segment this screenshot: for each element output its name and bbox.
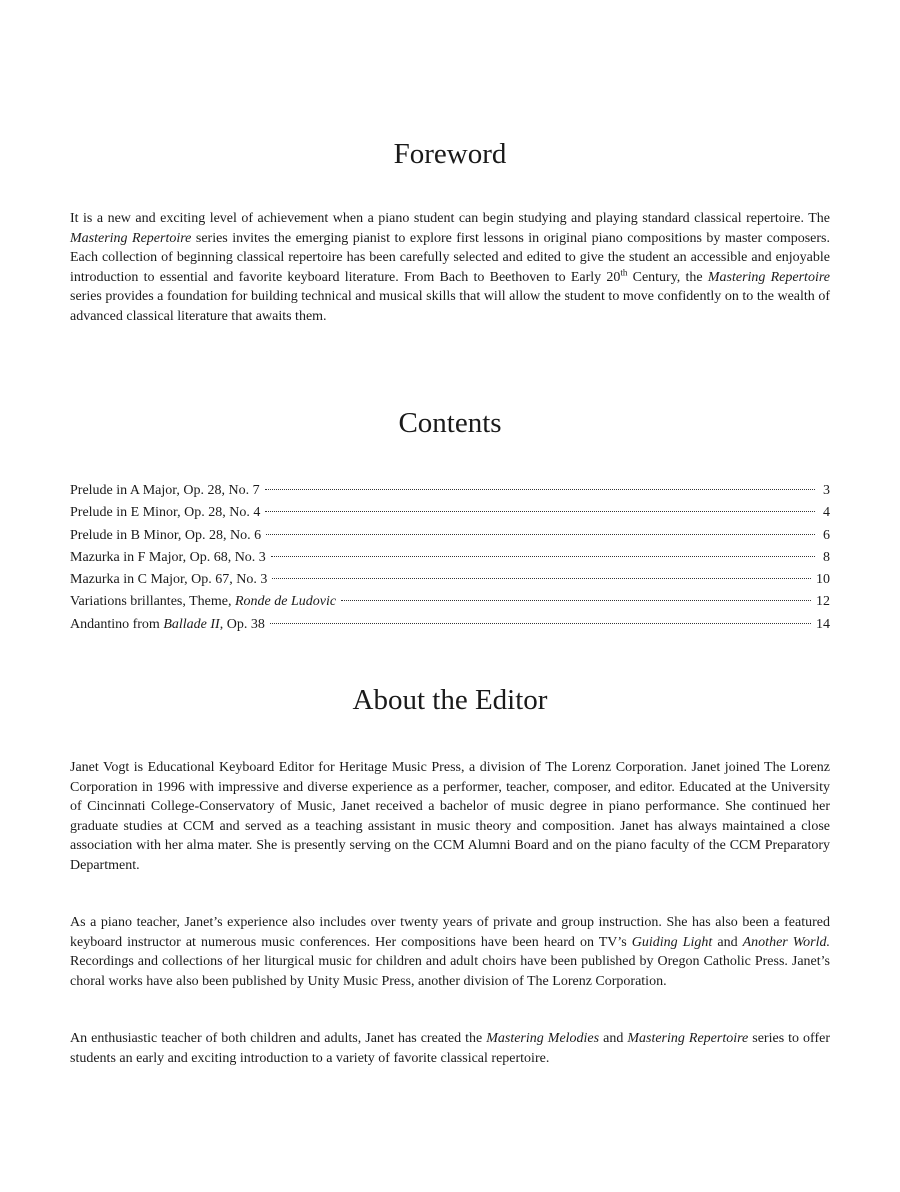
series-title: Mastering Melodies xyxy=(486,1031,600,1046)
foreword-text-c: Century, the xyxy=(627,269,708,285)
toc-page-number: 14 xyxy=(816,616,830,632)
toc-entry[interactable] xyxy=(70,502,830,524)
toc-dot-leader xyxy=(270,623,811,624)
toc-title xyxy=(70,614,268,636)
table-of-contents xyxy=(70,480,830,636)
toc-page-number: 8 xyxy=(823,549,830,565)
toc-title-text: , Op. 38 xyxy=(219,616,265,632)
show-title: Another World. xyxy=(742,934,830,950)
editor-text: and xyxy=(599,1031,628,1046)
toc-page-number: 10 xyxy=(816,572,830,588)
editor-text: As a piano teacher, Janet’s experience also includes over twenty years of private and group instruction. She has also been a featured keyboard instructor at numerous music conferences. Her compositions have been heard on TV’s xyxy=(70,915,830,950)
foreword-text-a: It is a new and exciting level of achievement when a piano student can begin studying and playing standard classical repertoire. The xyxy=(70,211,830,226)
toc-entry[interactable] xyxy=(70,591,830,613)
toc-title-italic: Ballade II xyxy=(163,616,220,632)
toc-entry[interactable] xyxy=(70,569,830,591)
toc-title: Prelude in A Major, Op. 28, No. 7 xyxy=(70,483,260,498)
series-title: Mastering Repertoire xyxy=(627,1031,749,1046)
toc-dot-leader xyxy=(265,511,815,512)
toc-title xyxy=(70,591,339,613)
foreword-paragraph xyxy=(70,209,830,327)
toc-dot-leader xyxy=(265,489,815,490)
toc-title: Mazurka in F Major, Op. 68, No. 3 xyxy=(70,549,266,565)
toc-title: Prelude in E Minor, Op. 28, No. 4 xyxy=(70,505,261,521)
toc-entry[interactable] xyxy=(70,480,830,502)
toc-title-italic: Ronde de Ludovic xyxy=(234,594,337,610)
toc-entry[interactable] xyxy=(70,547,830,569)
contents-heading: Contents xyxy=(398,407,502,439)
editor-text: An enthusiastic teacher of both children and adults, Janet has created the xyxy=(70,1031,487,1046)
toc-page-number: 3 xyxy=(823,483,830,498)
toc-page-number: 6 xyxy=(823,527,830,543)
toc-entry[interactable] xyxy=(70,525,830,547)
editor-text: series to offer students an early and exciting introduction to a variety of favorite classical repertoire. xyxy=(70,1031,831,1066)
editor-text: and xyxy=(712,934,743,950)
toc-dot-leader xyxy=(341,600,811,601)
toc-title: Prelude in B Minor, Op. 28, No. 6 xyxy=(70,527,262,543)
toc-page-number: 12 xyxy=(816,594,830,610)
foreword-text-d: series provides a foundation for building technical and musical skills that will allow the student to move confidently on to the wealth of advanced classical literature that awaits them. xyxy=(70,289,830,324)
series-title: Mastering Repertoire xyxy=(70,230,192,246)
editor-paragraph-1: Janet Vogt is Educational Keyboard Editor for Heritage Music Press, a division of The Lorenz Corporation. Janet joined The Lorenz Corporation in 1996 with impressive and diverse experience as a performer, teacher, composer, and editor. Educated at the University of Cincinnati College-Conservatory of Music, Janet received a bachelor of music degree in piano performance. She continued her graduate studies at CCM and served as a teaching assistant in music theory and composition. Janet has always maintained a close association with her alma mater. She is presently serving on the CCM Alumni Board and on the piano faculty of the CCM Preparatory Department. xyxy=(70,760,830,873)
toc-page-number: 4 xyxy=(823,505,830,521)
toc-dot-leader xyxy=(266,534,815,535)
toc-title-text: Andantino from xyxy=(70,616,164,632)
editor-paragraph-2 xyxy=(70,913,830,991)
about-editor-heading: About the Editor xyxy=(352,684,548,716)
editor-paragraph-3 xyxy=(70,1029,830,1068)
foreword-heading: Foreword xyxy=(393,138,507,170)
toc-entry[interactable] xyxy=(70,614,830,636)
foreword-text-b: series invites the emerging pianist to explore first lessons in original piano compositions by master composers. Each collection of beginning classical repertoire has been carefully selected and edited to give the student an accessible and enjoyable introduction to essential and favorite keyboard literature. From Bach to Beethoven to Early 20 xyxy=(70,230,831,285)
show-title: Guiding Light xyxy=(631,934,713,950)
toc-title: Mazurka in C Major, Op. 67, No. 3 xyxy=(70,572,268,588)
ordinal-suffix: th xyxy=(620,267,628,278)
editor-text: Recordings and collections of her liturgical music for children and adult choirs have been published by Oregon Catholic Press. Janet’s choral works have also been published by Unity Music Press, another division of The Lorenz Corporation. xyxy=(70,954,830,989)
series-title: Mastering Repertoire xyxy=(707,269,830,285)
toc-dot-leader xyxy=(272,578,811,579)
toc-title-text: Variations brillantes, Theme, xyxy=(70,594,235,610)
toc-dot-leader xyxy=(271,556,815,557)
